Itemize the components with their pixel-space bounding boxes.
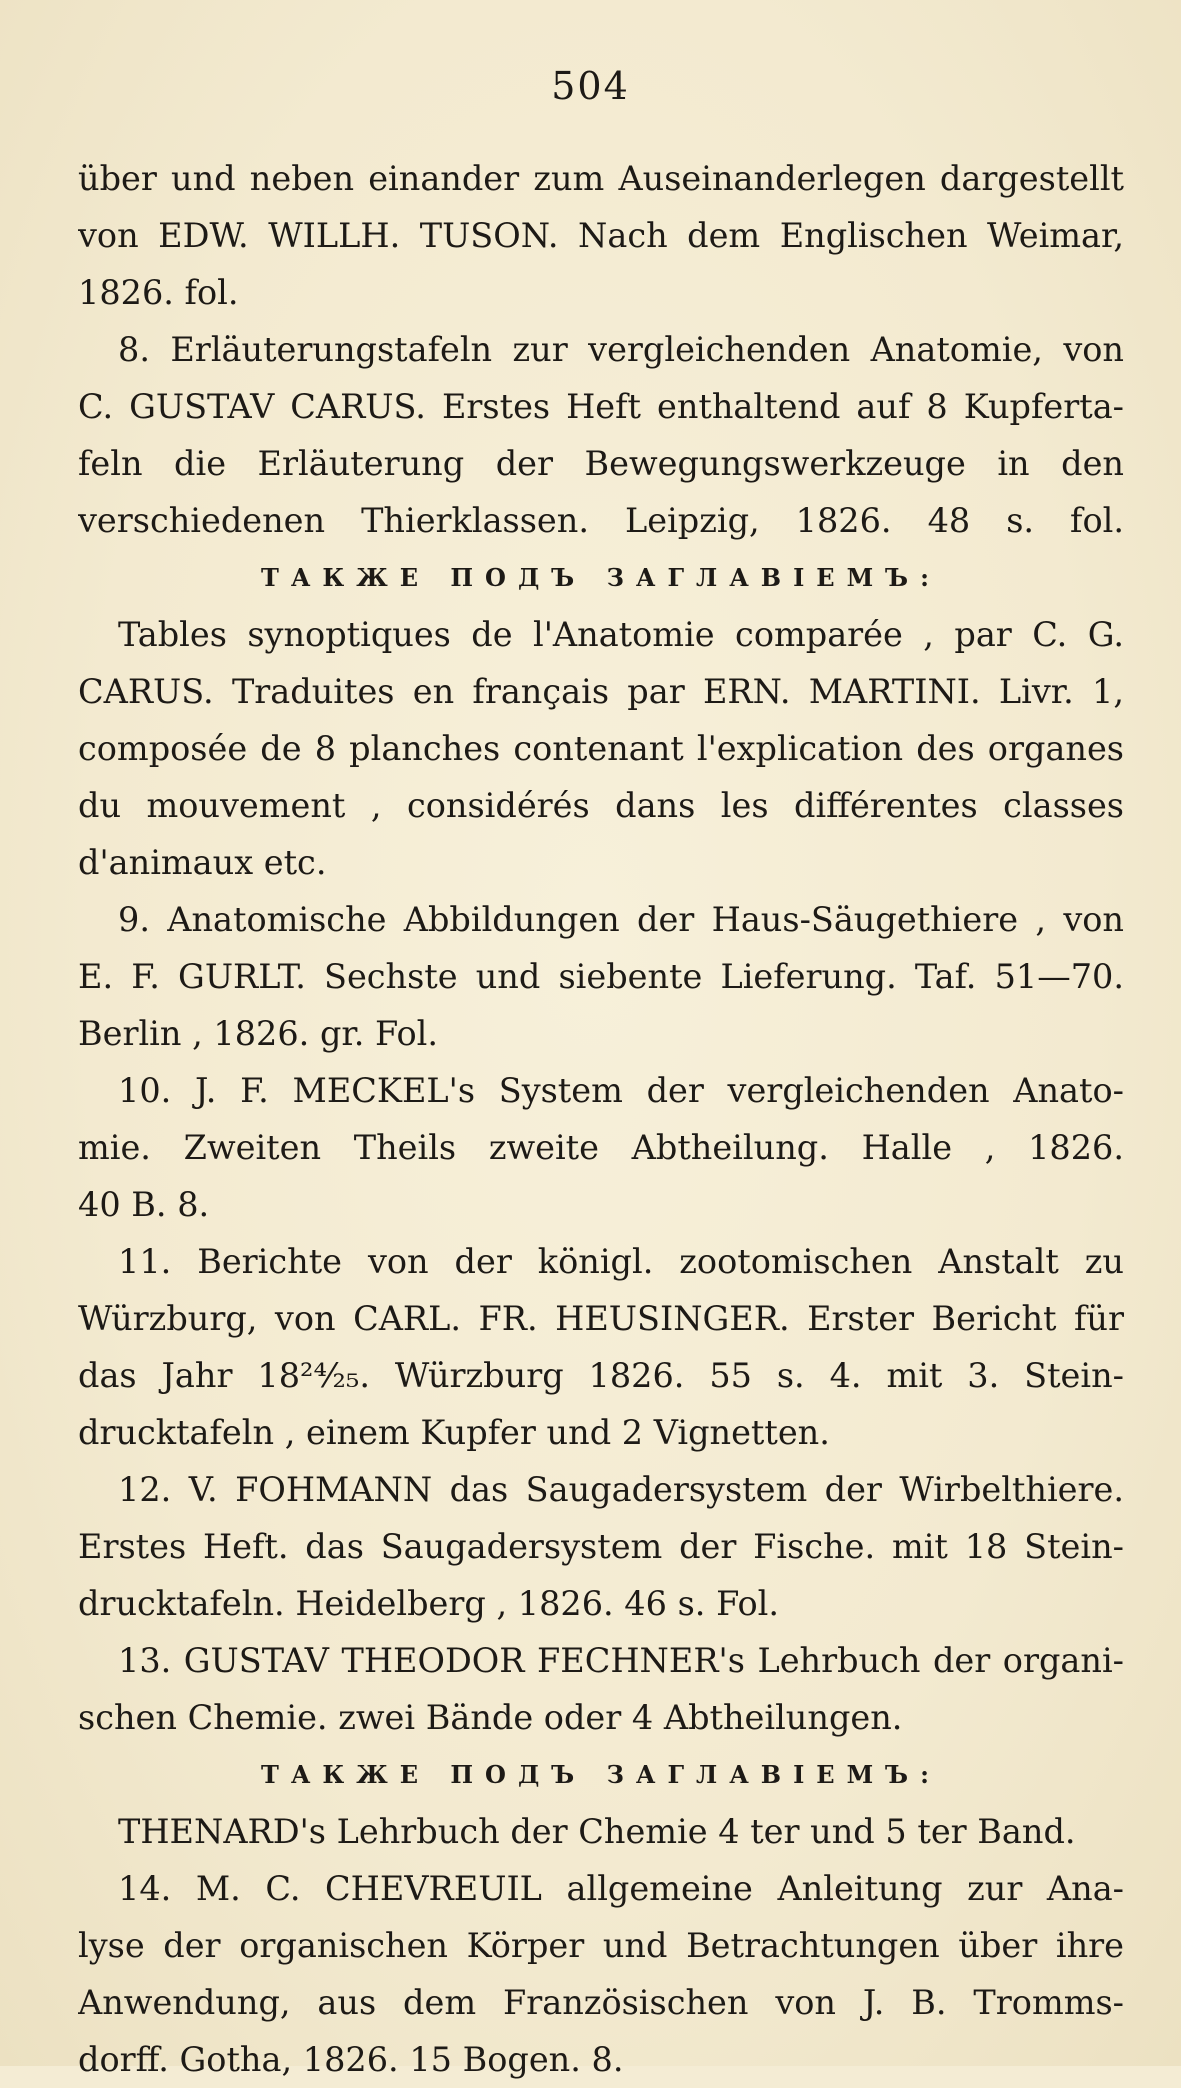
- text-line: 12. V. FOHMANN das Saugadersystem der Wirbelthiere.: [118, 1470, 1124, 1509]
- text-line: das Jahr 18²⁴⁄₂₅. Würzburg 1826. 55 s. 4. mit 3. Stein-: [78, 1356, 1124, 1395]
- text-line: composée de 8 planches contenant l'explication des organes: [78, 729, 1124, 768]
- text-line: C. GUSTAV CARUS. Erstes Heft enthaltend auf 8 Kupferta-: [78, 387, 1124, 426]
- text-line: 1826. fol.: [78, 273, 239, 312]
- text-line: lyse der organischen Körper und Betrachtungen über ihre: [78, 1926, 1124, 1965]
- text-line: CARUS. Traduites en français par ERN. MARTINI. Livr. 1,: [78, 672, 1124, 711]
- page-text: [78, 150, 1124, 2088]
- text-line: d'animaux etc.: [78, 843, 327, 882]
- text-line: drucktafeln. Heidelberg , 1826. 46 s. Fol.: [78, 1584, 780, 1623]
- text-line: drucktafeln , einem Kupfer und 2 Vignetten.: [78, 1413, 830, 1452]
- text-line: schen Chemie. zwei Bände oder 4 Abtheilungen.: [78, 1698, 903, 1737]
- text-line: THENARD's Lehrbuch der Chemie 4 ter und 5 ter Band.: [118, 1812, 1076, 1851]
- text-line: 9. Anatomische Abbildungen der Haus-Säugethiere , von: [118, 900, 1124, 939]
- text-line: von EDW. WILLH. TUSON. Nach dem Englischen Weimar,: [78, 216, 1124, 255]
- text-line: Anwendung, aus dem Französischen von J. B. Tromms-: [78, 1983, 1124, 2022]
- text-line: Erstes Heft. das Saugadersystem der Fische. mit 18 Stein-: [78, 1527, 1124, 1566]
- text-line: Würzburg, von CARL. FR. HEUSINGER. Erster Bericht für: [78, 1299, 1124, 1338]
- text-line: du mouvement , considérés dans les différentes classes: [78, 786, 1124, 825]
- text-line: 8. Erläuterungstafeln zur vergleichenden Anatomie, von: [118, 330, 1124, 369]
- text-line: E. F. GURLT. Sechste und siebente Lieferung. Taf. 51—70.: [78, 957, 1124, 996]
- text-line: dorff. Gotha, 1826. 15 Bogen. 8.: [78, 2040, 624, 2079]
- page-number: 504: [551, 64, 630, 108]
- section-heading: ТАКЖЕ ПОДЪ ЗАГЛАВІЕМЪ:: [261, 563, 941, 592]
- text-line: 40 B. 8.: [78, 1185, 210, 1224]
- text-line: Berlin , 1826. gr. Fol.: [78, 1014, 438, 1053]
- text-line: 11. Berichte von der königl. zootomischen Anstalt zu: [118, 1242, 1124, 1281]
- section-heading: ТАКЖЕ ПОДЪ ЗАГЛАВІЕМЪ:: [261, 1760, 941, 1789]
- text-line: über und neben einander zum Auseinanderlegen dargestellt: [78, 159, 1124, 198]
- text-line: 10. J. F. MECKEL's System der vergleichenden Anato-: [118, 1071, 1124, 1110]
- text-line: 13. GUSTAV THEODOR FECHNER's Lehrbuch der organi-: [118, 1641, 1124, 1680]
- text-line: feln die Erläuterung der Bewegungswerkzeuge in den: [78, 444, 1124, 483]
- text-line: Tables synoptiques de l'Anatomie comparée , par C. G.: [118, 615, 1124, 654]
- text-line: mie. Zweiten Theils zweite Abtheilung. Halle , 1826.: [78, 1128, 1124, 1167]
- text-line: 14. M. C. CHEVREUIL allgemeine Anleitung zur Ana-: [118, 1869, 1124, 1908]
- text-line: verschiedenen Thierklassen. Leipzig, 1826. 48 s. fol.: [78, 501, 1124, 540]
